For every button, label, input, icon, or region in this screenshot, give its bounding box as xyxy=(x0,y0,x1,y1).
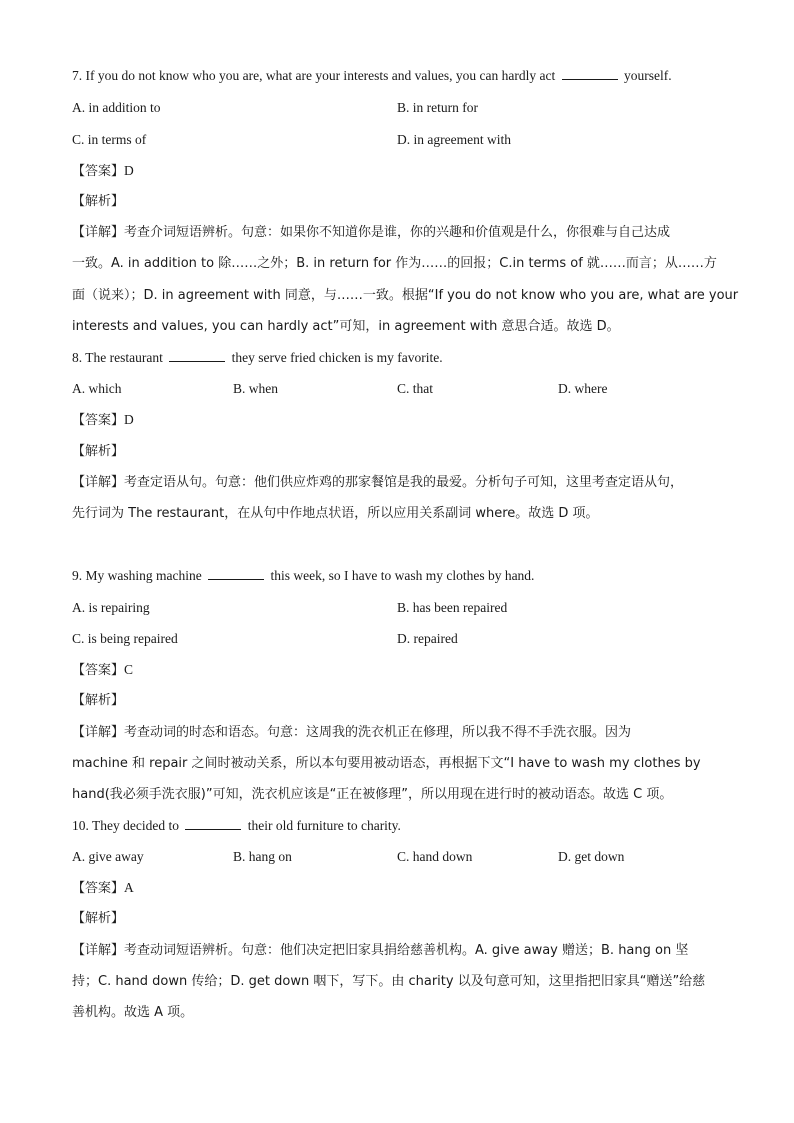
q8-answer xyxy=(72,411,732,430)
q9-analysis-label: 【解析】 xyxy=(72,693,125,708)
q10-detail-line: 持；C. hand down 传给；D. get down 咽下，写下。由 charity 以及句意可知，这里指把旧家具“赠送”给慈 xyxy=(72,974,706,989)
q7-detail-line: interests and values, you can hardly act”可知，in agreement with 意思合适。故选 D。 xyxy=(72,319,620,334)
q8-detail-line: 先行词为 The restaurant，在从句中作地点状语，所以应用关系副词 where。故选 D 项。 xyxy=(72,506,599,521)
q10-option-a: A. give away xyxy=(72,849,144,864)
q7-option-b: B. in return for xyxy=(397,100,478,115)
question-7-stem xyxy=(72,67,732,85)
q10-detail-line: 善机构。故选 A 项。 xyxy=(72,1005,194,1020)
answer-label: 【答案】 xyxy=(72,164,125,179)
q8-option-c: C. that xyxy=(397,381,433,396)
q9-detail-line: hand(我必须手洗衣服)”可知，洗衣机应该是“正在被修理”，所以用现在进行时的被动语态。故选 C 项。 xyxy=(72,787,673,802)
question-7-stem-text: 7. If you do not know who you are, what are your interests and values, you can hardly act xyxy=(72,68,559,83)
answer-blank xyxy=(208,567,264,580)
q7-detail-line: 面（说来）；D. in agreement with 同意，与……一致。根据“If you do not know who you are, what are your xyxy=(72,288,739,303)
q9-answer xyxy=(72,661,732,680)
q10-option-c: C. hand down xyxy=(397,849,473,864)
question-9-stem xyxy=(72,567,732,585)
q10-detail-line: 【详解】考查动词短语辨析。句意：他们决定把旧家具捐给慈善机构。A. give away 赠送；B. hang on 坚 xyxy=(72,943,689,958)
answer-label: 【答案】 xyxy=(72,663,125,678)
q7-option-a: A. in addition to xyxy=(72,100,161,115)
q10-option-d: D. get down xyxy=(558,849,625,864)
q7-analysis-label: 【解析】 xyxy=(72,194,125,209)
q9-option-d: D. repaired xyxy=(397,631,458,646)
q9-option-c: C. is being repaired xyxy=(72,631,178,646)
q10-answer xyxy=(72,879,732,898)
q7-answer xyxy=(72,162,732,181)
answer-blank xyxy=(562,67,618,80)
answer-label: 【答案】 xyxy=(72,881,125,896)
q10-option-b: B. hang on xyxy=(233,849,292,864)
answer-value: A xyxy=(124,880,134,895)
q10-analysis-label: 【解析】 xyxy=(72,911,125,926)
question-9-stem-end: this week, so I have to wash my clothes by hand. xyxy=(267,568,535,583)
answer-value: D xyxy=(124,163,134,178)
q9-option-a: A. is repairing xyxy=(72,600,150,615)
q9-option-b: B. has been repaired xyxy=(397,600,508,615)
q7-option-c: C. in terms of xyxy=(72,132,147,147)
answer-blank xyxy=(185,817,241,830)
q7-detail-line: 【详解】考查介词短语辨析。句意：如果你不知道你是谁，你的兴趣和价值观是什么，你很难与自己达成 xyxy=(72,225,671,240)
question-7-stem-end: yourself. xyxy=(620,68,672,83)
question-10-stem xyxy=(72,817,732,835)
q7-detail-line: 一致。A. in addition to 除……之外；B. in return for 作为……的回报；C.in terms of 就……而言；从……方 xyxy=(72,256,717,271)
question-8-stem xyxy=(72,349,732,367)
question-8-stem-end: they serve fried chicken is my favorite. xyxy=(228,350,443,365)
q9-detail-line: 【详解】考查动词的时态和语态。句意：这周我的洗衣机正在修理，所以我不得不手洗衣服。因为 xyxy=(72,725,632,740)
answer-blank xyxy=(169,349,225,362)
q8-analysis-label: 【解析】 xyxy=(72,444,125,459)
answer-label: 【答案】 xyxy=(72,413,125,428)
answer-value: D xyxy=(124,412,134,427)
q8-detail-line: 【详解】考查定语从句。句意：他们供应炸鸡的那家餐馆是我的最爱。分析句子可知，这里考查定语从句， xyxy=(72,475,684,490)
q8-option-d: D. where xyxy=(558,381,608,396)
q7-option-d: D. in agreement with xyxy=(397,132,511,147)
answer-value: C xyxy=(124,662,134,677)
q8-option-b: B. when xyxy=(233,381,278,396)
question-10-stem-end: their old furniture to charity. xyxy=(244,818,401,833)
question-9-stem-text: 9. My washing machine xyxy=(72,568,206,583)
question-10-stem-text: 10. They decided to xyxy=(72,818,183,833)
q9-detail-line: machine 和 repair 之间时被动关系，所以本句要用被动语态，再根据下文“I have to wash my clothes by xyxy=(72,756,701,771)
question-8-stem-text: 8. The restaurant xyxy=(72,350,167,365)
q8-option-a: A. which xyxy=(72,381,122,396)
